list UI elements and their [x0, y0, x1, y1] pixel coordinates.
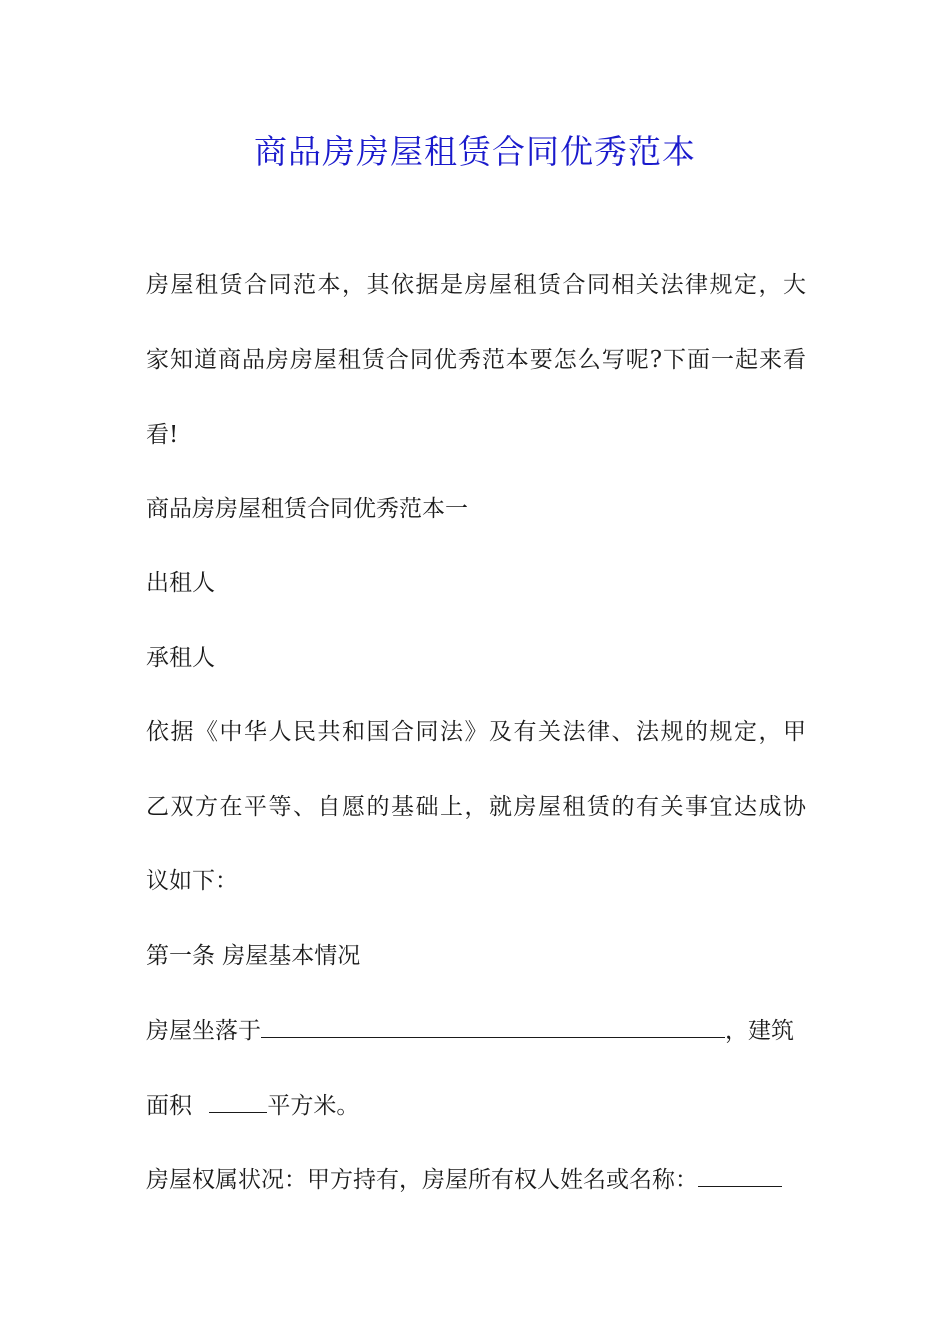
intro-line-3: 看!: [146, 422, 179, 448]
intro-line-1: 房屋租赁合同范本，其依据是房屋租赁合同相关法律规定，大: [146, 272, 806, 298]
area-line: [146, 1090, 359, 1121]
ownership-line: [146, 1164, 782, 1195]
basis-line-2: 乙双方在平等、自愿的基础上，就房屋租赁的有关事宜达成协: [146, 794, 806, 820]
location-prefix: 房屋坐落于: [146, 1018, 261, 1044]
area-suffix: 平方米。: [267, 1093, 360, 1119]
location-line: [146, 1015, 794, 1046]
intro-line-2: 家知道商品房房屋租赁合同优秀范本要怎么写呢?下面一起来看: [146, 347, 806, 373]
ownership-text: 房屋权属状况：甲方持有，房屋所有权人姓名或名称：: [146, 1167, 698, 1193]
document-title: 商品房房屋租赁合同优秀范本: [254, 132, 696, 171]
location-blank: [261, 1015, 725, 1038]
basis-line-1: 依据《中华人民共和国合同法》及有关法律、法规的规定，甲: [146, 719, 806, 745]
lessor-label: 出租人: [146, 570, 215, 596]
location-suffix: ，建筑: [725, 1018, 794, 1044]
lessee-label: 承租人: [146, 645, 215, 671]
section-heading: 商品房房屋租赁合同优秀范本一: [146, 496, 468, 522]
area-blank: [209, 1090, 267, 1113]
area-prefix: 面积: [146, 1093, 200, 1119]
basis-line-3: 议如下：: [146, 868, 238, 894]
article-1-heading: 第一条 房屋基本情况: [146, 943, 361, 969]
owner-name-blank: [698, 1164, 782, 1187]
